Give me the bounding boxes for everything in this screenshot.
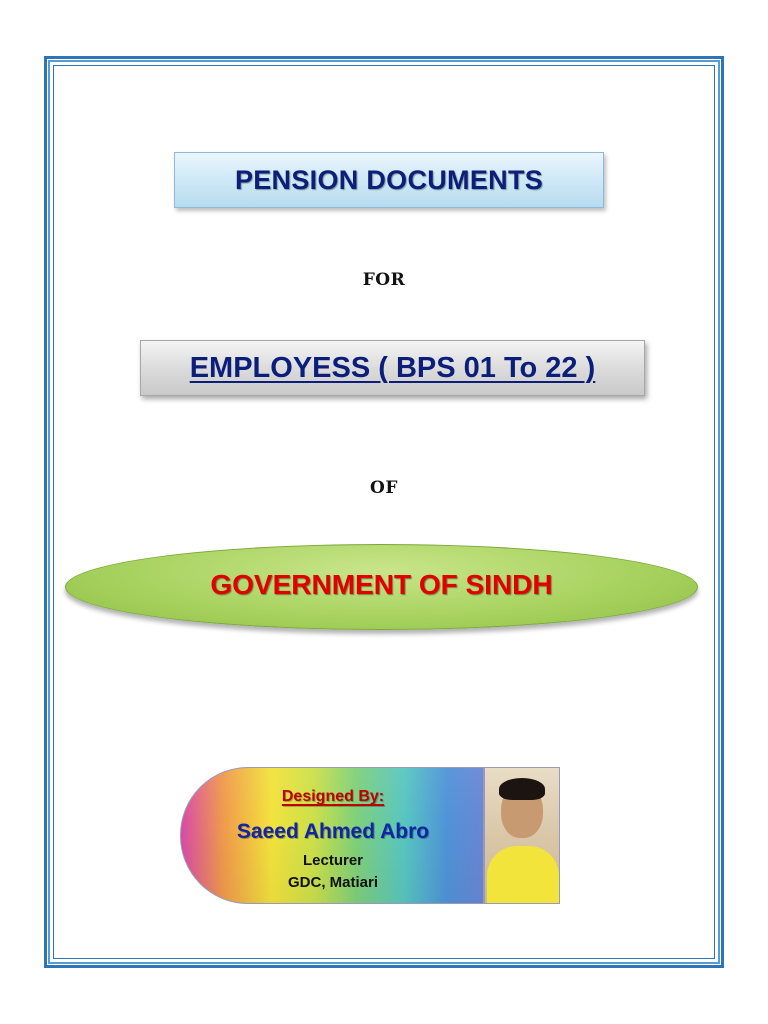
government-name: GOVERNMENT OF SINDH	[210, 569, 553, 600]
designed-by-label: Designed By:	[281, 788, 385, 805]
photo-hair	[499, 778, 545, 800]
designer-role: Lecturer	[302, 852, 364, 869]
designer-credit-badge	[180, 767, 560, 904]
designer-photo	[484, 767, 560, 904]
connector-of: OF	[370, 478, 398, 498]
employees-banner	[140, 340, 645, 396]
employees-heading: EMPLOYESS ( BPS 01 To 22 )	[189, 351, 596, 384]
connector-for: FOR	[362, 270, 406, 290]
designer-institution: GDC, Matiari	[287, 874, 378, 891]
government-oval	[65, 544, 698, 630]
credit-rainbow-panel	[180, 767, 484, 904]
document-title: PENSION DOCUMENTS	[234, 164, 544, 195]
title-banner	[174, 152, 604, 208]
designer-name: Saeed Ahmed Abro	[236, 820, 430, 843]
photo-shirt	[487, 846, 559, 904]
